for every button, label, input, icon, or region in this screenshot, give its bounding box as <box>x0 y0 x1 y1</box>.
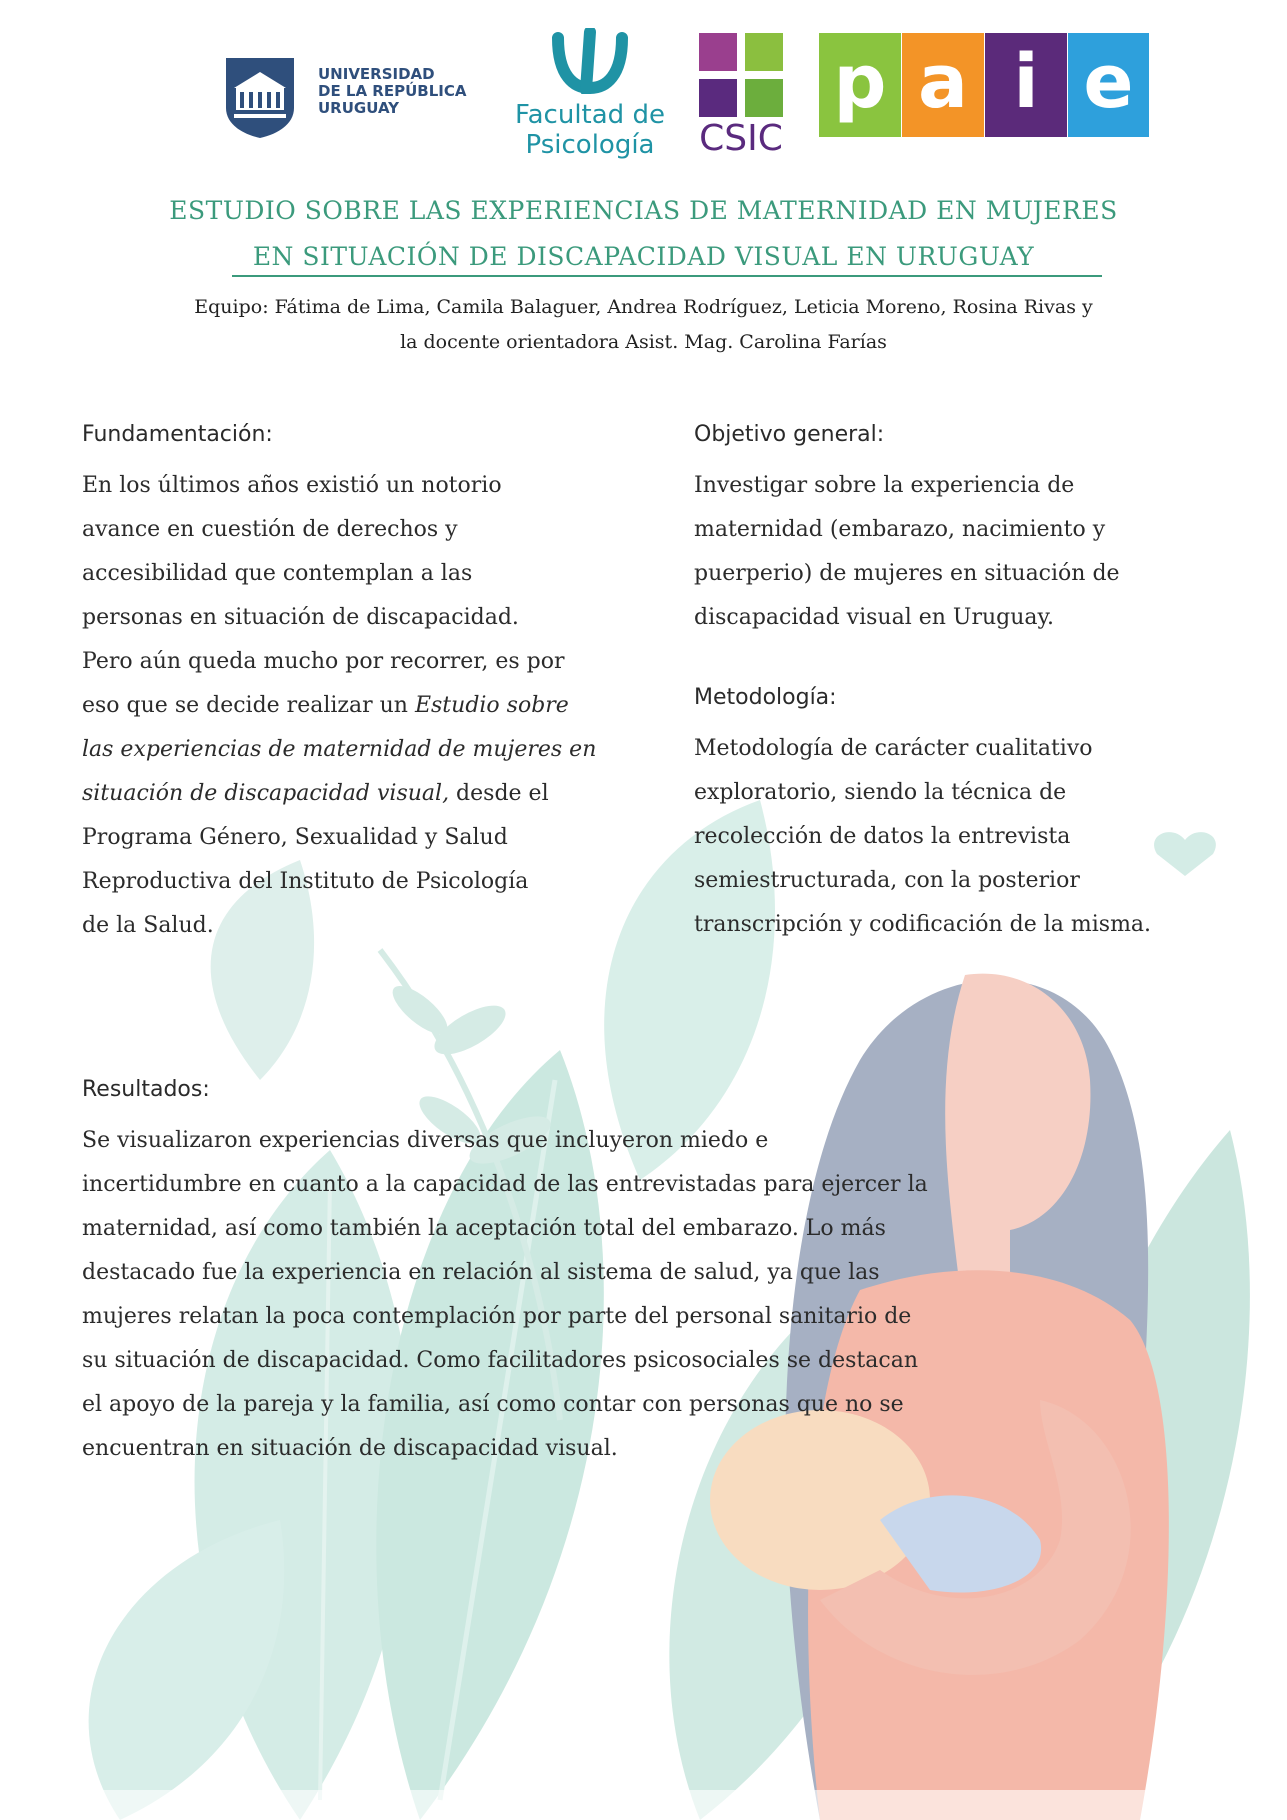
paie-letter-e: e <box>1068 33 1149 137</box>
met-line: exploratorio, siendo la técnica de <box>694 780 1067 805</box>
csic-logo <box>695 33 787 163</box>
csic-label: CSIC <box>699 118 783 159</box>
obj-line: Investigar sobre la experiencia de <box>694 473 1075 498</box>
fundamentacion-heading: Fundamentación: <box>82 422 273 447</box>
fundamentacion-body <box>82 464 642 948</box>
title-line2: EN SITUACIÓN DE DISCAPACIDAD VISUAL EN URUGUAY <box>252 242 1035 271</box>
metodologia-section <box>694 683 1214 947</box>
udelar-name-line3: URUGUAY <box>318 99 399 117</box>
csic-grid-icon <box>699 33 783 117</box>
res-line: destacado fue la experiencia en relación al sistema de salud, ya que las <box>82 1260 880 1285</box>
met-line: semiestructurada, con la posterior <box>694 868 1080 893</box>
fund-text: eso que se decide realizar un <box>82 693 415 718</box>
fund-line <box>82 772 642 816</box>
res-line: maternidad, así como también la aceptación total del embarazo. Lo más <box>82 1216 886 1241</box>
paie-letter-i: i <box>985 33 1067 137</box>
fund-line: avance en cuestión de derechos y <box>82 517 458 542</box>
res-line: el apoyo de la pareja y la familia, así como contar con personas que no se <box>82 1392 904 1417</box>
fund-line: personas en situación de discapacidad. <box>82 605 519 630</box>
fund-line <box>82 728 642 772</box>
objetivo-body <box>694 464 1214 640</box>
fund-line: accesibilidad que contemplan a las <box>82 561 473 586</box>
obj-line: puerperio) de mujeres en situación de <box>694 561 1120 586</box>
fund-line: Reproductiva del Instituto de Psicología <box>82 869 529 894</box>
psi-symbol-icon <box>550 28 630 94</box>
res-line: incertidumbre en cuanto a la capacidad de las entrevistadas para ejercer la <box>82 1172 928 1197</box>
title-underline <box>232 275 1102 277</box>
met-line: Metodología de carácter cualitativo <box>694 736 1093 761</box>
resultados-body <box>82 1119 1042 1471</box>
udelar-name-line2: DE LA REPÚBLICA <box>318 82 467 100</box>
study-title-italic: Estudio sobre <box>414 693 569 718</box>
fundamentacion-section <box>82 420 642 948</box>
page-title <box>120 188 1167 280</box>
obj-line: maternidad (embarazo, nacimiento y <box>694 517 1106 542</box>
team-line2: la docente orientadora Asist. Mag. Carolina Farías <box>400 331 887 353</box>
university-seal-icon <box>222 54 298 138</box>
fund-line: de la Salud. <box>82 913 214 938</box>
psicologia-line2: Psicología <box>525 130 655 160</box>
metodologia-body <box>694 727 1214 947</box>
metodologia-heading: Metodología: <box>694 685 837 710</box>
paie-logo <box>819 33 1149 137</box>
udelar-name-line1: UNIVERSIDAD <box>318 65 435 83</box>
paie-letter-a: a <box>902 33 984 137</box>
study-title-italic: las experiencias de maternidad de mujeres en <box>82 737 597 762</box>
res-line: encuentran en situación de discapacidad visual. <box>82 1436 618 1461</box>
fund-text: desde el <box>449 781 549 806</box>
res-line: Se visualizaron experiencias diversas que incluyeron miedo e <box>82 1128 769 1153</box>
resultados-section <box>82 1075 1042 1471</box>
title-line1: ESTUDIO SOBRE LAS EXPERIENCIAS DE MATERNIDAD EN MUJERES <box>169 196 1118 225</box>
fund-line: Programa Género, Sexualidad y Salud <box>82 825 508 850</box>
objetivo-section <box>694 420 1214 640</box>
paie-letter-p: p <box>819 33 901 137</box>
resultados-heading: Resultados: <box>82 1077 210 1102</box>
team-line1: Equipo: Fátima de Lima, Camila Balaguer, Andrea Rodríguez, Leticia Moreno, Rosina Rivas y <box>194 296 1093 318</box>
udelar-logo <box>222 52 482 142</box>
res-line: mujeres relatan la poca contemplación por parte del personal sanitario de <box>82 1304 912 1329</box>
met-line: transcripción y codificación de la misma. <box>694 912 1152 937</box>
res-line: su situación de discapacidad. Como facilitadores psicosociales se destacan <box>82 1348 918 1373</box>
psicologia-logo <box>515 28 665 163</box>
objetivo-heading: Objetivo general: <box>694 422 885 447</box>
met-line: recolección de datos la entrevista <box>694 824 1071 849</box>
psicologia-line1: Facultad de <box>515 100 665 130</box>
fund-line: Pero aún queda mucho por recorrer, es por <box>82 649 565 674</box>
study-title-italic: situación de discapacidad visual, <box>82 781 450 806</box>
fund-line <box>82 684 642 728</box>
fund-line: En los últimos años existió un notorio <box>82 473 502 498</box>
obj-line: discapacidad visual en Uruguay. <box>694 605 1055 630</box>
team-credits <box>80 290 1207 360</box>
